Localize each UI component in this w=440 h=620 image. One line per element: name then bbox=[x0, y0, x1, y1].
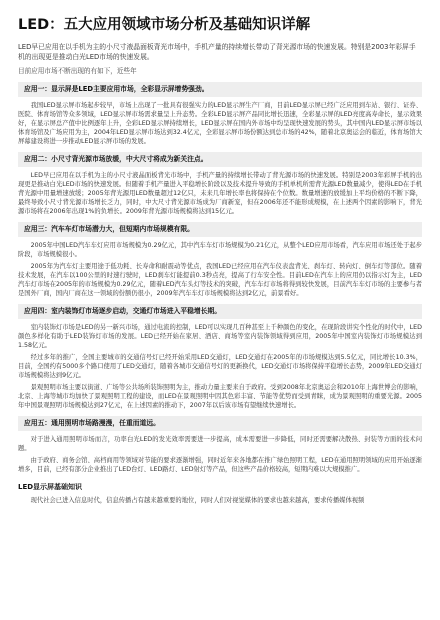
section-3 bbox=[18, 222, 422, 298]
paragraph: 2005年中国LED汽车车灯应用市场规模为0.29亿元，其中汽车车灯市场规模为0.21亿元，从整个LED应用市场看，汽车应用市场还处于起步阶段，市场规模很小。 bbox=[18, 242, 422, 258]
paragraph: 经过多年的推广，全国主要城市的交通信号灯已经开始采用LED交通灯，LED交通灯在2005年的市场规模达到5.5亿元，同比增长10.3%，目前，全国约有5000多个路口使用了LED交通灯，随着各城市交通信号灯的更新换代，LED交通灯市场将保持平稳增长态势，2009年LED交通灯市场规模将达到9亿元。 bbox=[18, 354, 422, 379]
intro-paragraph: LED早已应用在以手机为主的小尺寸液晶面板背光市场中，手机产量的持续增长带动了背光源市场的快速发展。特别是2003年彩屏手机的出现更是推动白光LED市场的快速发展。 bbox=[18, 43, 416, 61]
paragraph: 我国LED显示屏市场起步较早，市场上出现了一批具有很强实力的LED显示屏生产厂商，目前LED显示屏已经广泛应用到车站、银行、证券、医院、体育场馆等众多领域，LED显示屏市场需求量呈上升态势。全彩LED显示屏产品同比增长迅速，全彩显示屏的LED亮度高寿命长，显示效果好，在显示屏总产值中比例逐年上升，全彩LED显示屏持续增长，LED显示屏在国内外市场中均呈现快速发展的势头，其中国内LED显示屏市场以体育场馆及广场应用为主，2004年LED显示屏市场达到32.4亿元，全彩显示屏市场份额达到总市场的42%，随着北京奥运会的临近，体育场馆大屏幕建设将进一步推动LED显示屏市场的发展。 bbox=[18, 102, 422, 145]
subheading: LED显示屏基础知识 bbox=[18, 483, 83, 491]
section-heading: 应用二：小尺寸背光源市场放缓，中大尺寸将成为新关注点。 bbox=[18, 152, 422, 167]
section-1 bbox=[18, 82, 422, 146]
final-paragraph: 现代社会已进入信息时代，信息传播占有越来越重要的地位，同时人们对视觉媒体的要求也越来越高，要求传播媒体视频 bbox=[30, 497, 365, 504]
section-heading: 应用五：通用照明市场路漫漫，任重而道远。 bbox=[18, 416, 422, 431]
paragraph: 室内装饰灯市场是LED的另一新兴市场，通过电流的控制，LED可以实现几百种甚至上千种颜色的变化，在现阶段讲究个性化的时代中，LED颜色多样化有助于LED装饰灯市场的发展。LED已经开始在家居、酒店、商场等室内装饰领域得到应用，2005年中国室内装饰灯市场规模达到1.58亿元。 bbox=[18, 324, 422, 349]
section-heading: 应用一：显示屏是LED主要应用市场，全彩显示屏增势强劲。 bbox=[18, 82, 422, 97]
section-4 bbox=[18, 304, 422, 410]
note-line: 目前应用市场不断出现的有如下，近些年 bbox=[18, 67, 137, 75]
paragraph: 由于政府、商务会馆、高档商用等领域对节能的要求逐渐增强，同时近年来各地都在推广绿色照明工程，LED在通用照明领域的应用开始逐渐增多，目前，已经有部分企业推出了LED台灯、LED路灯、LED射灯等产品，但这些产品价格较高，短期内难以大规模推广。 bbox=[18, 457, 422, 473]
section-5 bbox=[18, 416, 422, 474]
section-heading: 应用三：汽车车灯市场潜力大，但短期内市场规模有限。 bbox=[18, 222, 422, 237]
paragraph: LED早已应用在以手机为主的小尺寸液晶面板背光市场中，手机产量的持续增长带动了背光源市场的快速发展。特别是2003年彩屏手机的出现更是推动白光LED市场的快速发展。但随着手机产量进入平稳增长阶段以及技术提升导致的手机单机所需背光源LED数量减少，使得LED在手机背光源中用量增速放缓；2005年背光源用LED数量超过12亿只，未来几年增长率也将保持在个位数。数量增速的放缓加上平均价格的不断下降，最终导致小尺寸背光源市场增长乏力，同时，中大尺寸背光源市场成为厂商新宠，但在2006年还不能形成规模，在上述两个因素的影响下，背光源市场将在2006年出现1%的负增长。2009年背光源市场规模将达到15亿元。 bbox=[18, 172, 422, 215]
page-title: LED：五大应用领域市场分析及基础知识详解 bbox=[18, 17, 311, 33]
section-2 bbox=[18, 152, 422, 216]
paragraph: 景观照明市场主要以街道、广场等公共场所装饰照明为主，推动力量主要来自于政府。受到2008年北京奥运会和2010年上海世博会的影响，北京、上海等城市均加快了景观照明工程的建设，而LED在景观照明中因其色彩丰富、节能等优势而受到青睐，成为景观照明的重要光源。2005年中国景观照明市场规模达到27亿元，在上述因素的推动下，2007年以后该市场有望继续快速增长。 bbox=[18, 384, 422, 409]
paragraph: 2005年为汽车灯主要用途于低功耗、长寿命和耐震动等优点，我国LED已经应用在汽车仪表盘背光、刹车灯、转向灯、倒车灯等部位。随着技术发展，在汽车以100公里的时速行驶时，LED刹车灯能提前0.3秒点亮，提高了行车安全性。目前LED在汽车上的应用仍以指示灯为主，LED汽车灯市场在2005年的市场规模为0.29亿元，随着LED汽车头灯等技术的突破，汽车车灯市场将得到较快发展，目前汽车车灯市场的主要参与者是国外厂商，国内厂商在这一领域的份额仍很小，2009年汽车车灯市场规模将达到2亿元，前景看好。 bbox=[18, 263, 422, 297]
paragraph: 对于进入通用照明市场而言，功率白光LED的发光效率需要进一步提高，成本需要进一步降低，同时还需要解决散热、封装等方面的技术问题。 bbox=[18, 436, 422, 452]
section-heading: 应用四：室内装饰灯市场逐步启动，交通灯市场进入平稳增长期。 bbox=[18, 304, 422, 319]
